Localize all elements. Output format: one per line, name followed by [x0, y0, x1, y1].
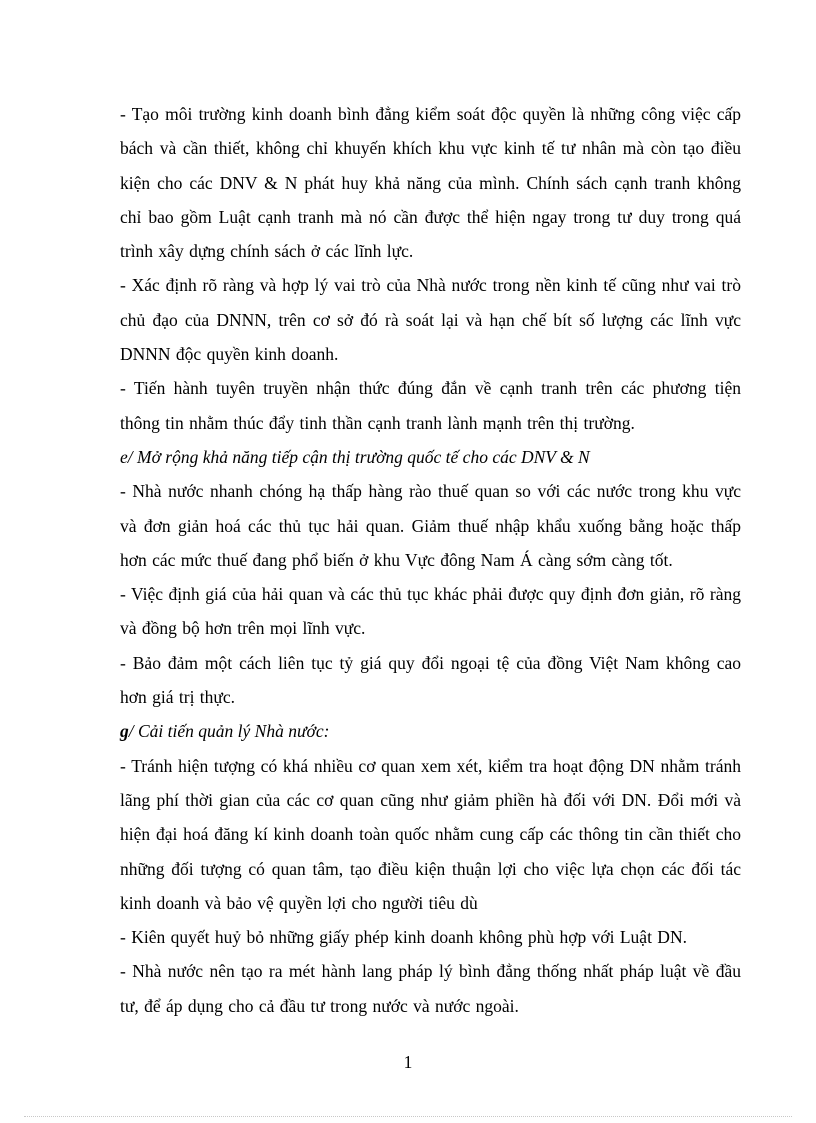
section-heading-text: / Cải tiến quản lý Nhà nước: [128, 721, 330, 742]
paragraph-licenses: - Kiên quyết huỷ bỏ những giấy phép kinh doanh không phù hợp với Luật DN. [120, 927, 687, 948]
paragraph-legal-framework: - Nhà nước nên tạo ra mét hành lang pháp lý bình đẳng thống nhất pháp luật về đầu tư, để áp dụng cho cả đầu tư trong nước và nước ngoài. [120, 961, 741, 1016]
paragraph-state-role: - Xác định rõ ràng và hợp lý vai trò của Nhà nước trong nền kinh tế cũng như vai trò chủ đạo của DNNN, trên cơ sở đó rà soát lại và hạn chế bít số lượng các lĩnh vực DNNN độc quyền kinh doanh. [120, 275, 741, 365]
paragraph-awareness: - Tiến hành tuyên truyền nhận thức đúng đắn về cạnh tranh trên các phương tiện thông tin nhằm thúc đẩy tinh thần cạnh tranh lành mạnh trên thị trường. [120, 378, 741, 433]
section-heading-international-market: e/ Mở rộng khả năng tiếp cận thị trường quốc tế cho các DNV & N [120, 446, 590, 467]
paragraph-customs-valuation: - Việc định giá của hải quan và các thủ tục khác phải được quy định đơn giản, rõ ràng và đồng bộ hơn trên mọi lĩnh vực. [120, 584, 741, 639]
page-number: 1 [403, 1052, 413, 1072]
section-heading-state-management [120, 714, 741, 748]
paragraph-tariff-reduction: - Nhà nước nhanh chóng hạ thấp hàng rào thuế quan so với các nước trong khu vực và đơn giản hoá các thủ tục hải quan. Giảm thuế nhập khẩu xuống bằng hoặc thấp hơn các mức thuế đang phổ biến ở khu Vực đông Nam Á càng sớm càng tốt. [120, 481, 741, 570]
paragraph-inspection: - Tránh hiện tượng có khá nhiều cơ quan xem xét, kiểm tra hoạt động DN nhằm tránh lãng phí thời gian của các cơ quan cũng như giảm phiền hà đối với DN. Đổi mới và hiện đại hoá đăng kí kinh doanh toàn quốc nhằm cung cấp các thông tin cần thiết cho những đối tượng có quan tâm, tạo điều kiện thuận lợi cho việc lựa chọn các đối tác kinh doanh và bảo vệ quyền lợi cho người tiêu dù [120, 755, 741, 913]
document-body [120, 97, 741, 1023]
section-heading-marker: g [120, 721, 129, 742]
paragraph-exchange-rate: - Bảo đảm một cách liên tục tỷ giá quy đổi ngoại tệ của đồng Việt Nam không cao hơn giá trị thực. [120, 652, 741, 708]
footer-divider [24, 1116, 792, 1117]
paragraph-competition-environment: - Tạo môi trường kinh doanh bình đẳng kiểm soát độc quyền là những công việc cấp bách và cần thiết, không chỉ khuyến khích khu vực kinh tế tư nhân mà còn tạo điều kiện cho các DNV & N phát huy khả năng của mình. Chính sách cạnh tranh không chỉ bao gồm Luật cạnh tranh mà nó cần được thể hiện ngay trong tư duy trong quá trình xây dựng chính sách ở các lĩnh lực. [120, 104, 741, 262]
